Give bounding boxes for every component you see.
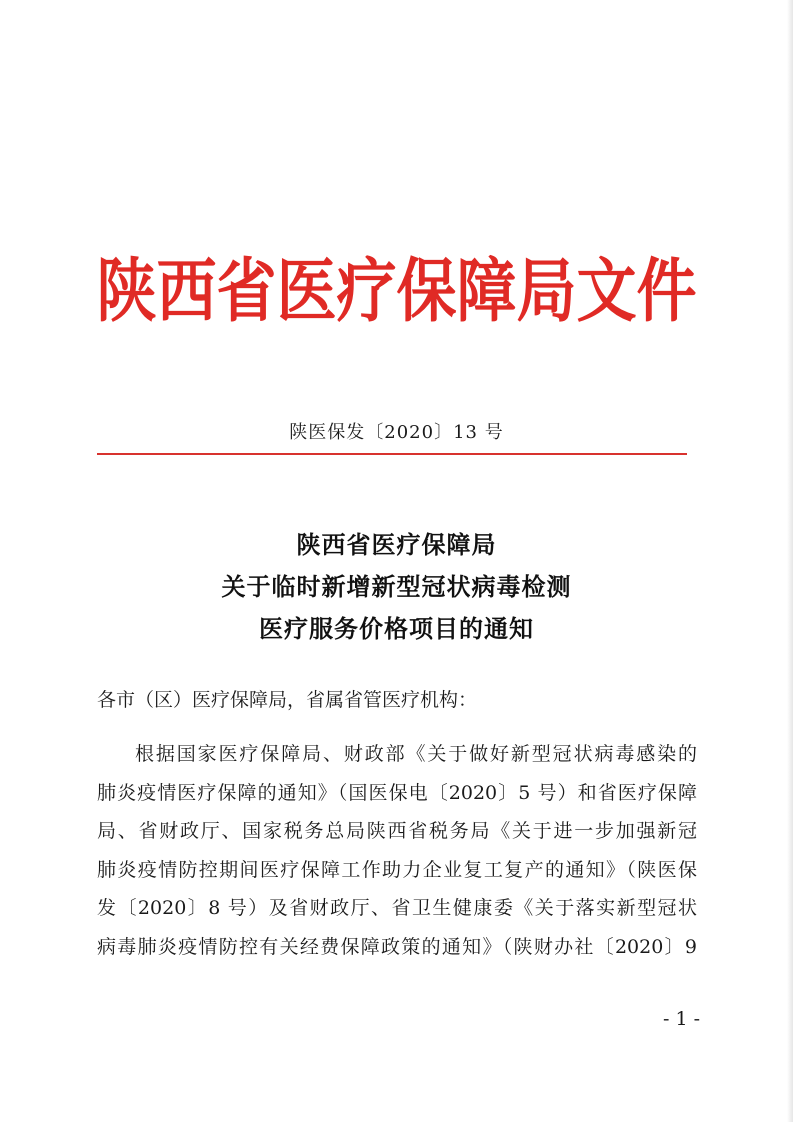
document-header-title: 陕西省医疗保障局文件	[96, 251, 697, 332]
notice-title-line-2: 关于临时新增新型冠状病毒检测	[221, 572, 572, 601]
body-line-6: 病毒肺炎疫情防控有关经费保障政策的通知》（陕财办社〔2020〕9	[97, 935, 697, 958]
notice-title	[0, 524, 793, 650]
notice-title-line-3: 医疗服务价格项目的通知	[259, 614, 534, 643]
body-line-4: 肺炎疫情防控期间医疗保障工作助力企业复工复产的通知》（陕医保	[97, 858, 697, 881]
page-number: - 1 -	[662, 1008, 700, 1030]
salutation: 各市（区）医疗保障局，省属省管医疗机构：	[97, 689, 478, 711]
red-divider-rule	[97, 453, 687, 455]
body-line-2: 肺炎疫情医疗保障的通知》（国医保电〔2020〕5 号）和省医疗保障	[97, 781, 697, 804]
body-line-1: 根据国家医疗保障局、财政部《关于做好新型冠状病毒感染的	[135, 743, 697, 765]
body-line-5: 发〔2020〕8 号）及省财政厅、省卫生健康委《关于落实新型冠状	[97, 897, 697, 919]
document-number: 陕医保发〔2020〕13 号	[289, 422, 504, 443]
notice-title-line-1: 陕西省医疗保障局	[296, 530, 497, 559]
body-line-3: 局、省财政厅、国家税务总局陕西省税务局《关于进一步加强新冠	[97, 820, 697, 842]
body-paragraph	[97, 735, 697, 966]
